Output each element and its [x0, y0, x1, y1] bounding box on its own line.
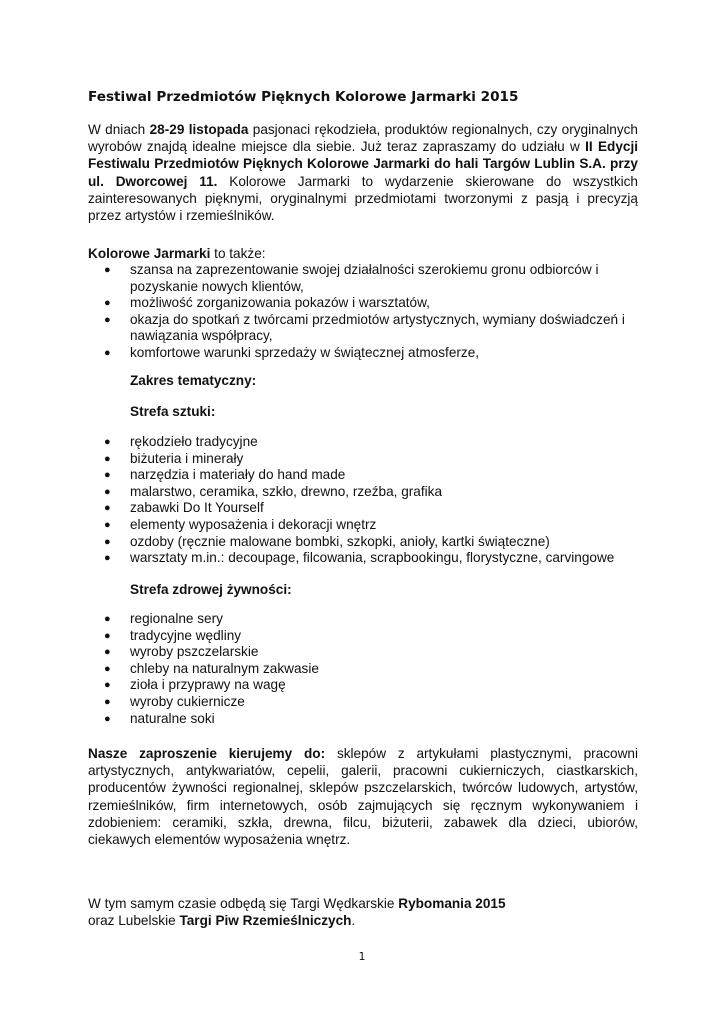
also-list [104, 262, 649, 362]
list-item-text: tradycyjne wędliny [130, 627, 242, 643]
list-item-text: komfortowe warunki sprzedaży w świątecznej atmosferze, [130, 344, 480, 360]
bullet-icon: ● [104, 518, 111, 531]
list-item-text: okazja do spotkań z twórcami przedmiotów artystycznych, wymiany doświadczeń i nawiązania współpracy, [130, 311, 625, 344]
food-zone-heading: Strefa zdrowej żywności: [130, 582, 292, 597]
list-item-text: rękodzieło tradycyjne [130, 434, 258, 449]
bullet-icon: ● [104, 469, 111, 482]
also-lead [88, 245, 638, 262]
bullet-icon: ● [104, 264, 111, 276]
events-rybomania: Rybomania 2015 [398, 896, 506, 911]
events-line-1 [88, 895, 648, 912]
list-item [104, 434, 649, 451]
events-text-3: . [351, 913, 356, 929]
list-item-text: malarstwo, ceramika, szkło, drewno, rzeźba, grafika [130, 483, 443, 499]
list-item-text: szansa na zaprezentowanie swojej działalności szerokiemu gronu odbiorców i pozyskanie nowych klientów, [130, 262, 599, 294]
events-beer-fair: Targi Piw Rzemieślniczych [179, 913, 352, 929]
bullet-icon: ● [104, 712, 111, 725]
bullet-icon: ● [104, 662, 111, 675]
list-item [104, 484, 649, 501]
page-number: 1 [358, 950, 366, 963]
list-item [104, 661, 649, 678]
list-item [104, 345, 649, 362]
bullet-icon: ● [104, 695, 111, 708]
invitation-text: sklepów z artykułami plastycznymi, pracowni artystycznych, antykwariatów, cepelii, galerii, pracowni cukierniczych, ciastkarskich, producentów żywności regionalnej, sklepów pszczelarskich, twórców ludowych, artystów, rzemieślników, firm internetowych, osób zajmujących się ręcznym wykonywaniem i zdobieniem: ceramiki, szkła, drewna, filcu, biżuterii, zabawek dla dzieci, ubiorów, ciekawych elementów wyposażenia wnętrz. [88, 746, 639, 848]
list-item-text: wyroby pszczelarskie [130, 644, 259, 660]
document-title: Festiwal Przedmiotów Pięknych Kolorowe Jarmarki 2015 [88, 89, 519, 105]
invitation-paragraph [88, 745, 638, 848]
bullet-icon: ● [104, 629, 111, 642]
intro-event-venue: II Edycji Festiwalu Przedmiotów Pięknych Kolorowe Jarmarki do hali Targów Lublin S.A. przy ul. Dworcowej 11. [88, 139, 639, 189]
list-item [104, 467, 649, 484]
list-item [104, 644, 649, 661]
list-item-text: warsztaty m.in.: decoupage, filcowania, scrapbookingu, florystyczne, carvingowe [130, 550, 615, 566]
list-item-text: możliwość zorganizowania pokazów i warsztatów, [130, 295, 430, 311]
bullet-icon: ● [104, 485, 111, 498]
bullet-icon: ● [104, 297, 111, 310]
list-item [104, 500, 649, 517]
list-item [104, 628, 649, 645]
bullet-icon: ● [104, 552, 111, 565]
list-item [104, 517, 649, 534]
intro-text-2: pasjonaci rękodzieła, produktów regionalnych, czy oryginalnych wyrobów znajdą idealne miejsce dla siebie. Już teraz zapraszamy do udziału w [88, 122, 638, 155]
bullet-icon: ● [104, 613, 111, 625]
bullet-icon: ● [104, 452, 111, 465]
bullet-icon: ● [104, 646, 111, 659]
intro-text-1: W dniach [88, 122, 150, 137]
food-zone-list [104, 611, 649, 727]
list-item [104, 534, 649, 551]
list-item-text: narzędzia i materiały do hand made [130, 467, 346, 483]
zakres-heading: Zakres tematyczny: [130, 373, 257, 388]
art-zone-heading: Strefa sztuki: [130, 404, 216, 419]
list-item [104, 451, 649, 468]
list-item [104, 295, 649, 312]
intro-paragraph [88, 121, 638, 224]
events-line-2 [88, 912, 648, 929]
list-item [104, 611, 649, 628]
list-item [104, 262, 649, 295]
bullet-icon: ● [104, 436, 111, 448]
list-item [104, 550, 649, 567]
also-lead-bold: Kolorowe Jarmarki [88, 246, 211, 261]
list-item [104, 711, 649, 728]
bullet-icon: ● [104, 502, 111, 515]
bullet-icon: ● [104, 346, 111, 359]
intro-text-3: Kolorowe Jarmarki to wydarzenie skierowane do wszystkich zainteresowanych pięknymi, oryginalnymi przedmiotami tworzonymi z pasją i precyzją przez artystów i rzemieślników. [88, 173, 638, 224]
concurrent-events-paragraph [88, 895, 648, 929]
list-item-text: biżuteria i minerały [130, 450, 244, 466]
art-zone-list [104, 434, 649, 567]
bullet-icon: ● [104, 313, 111, 326]
list-item-text: zioła i przyprawy na wagę [130, 677, 286, 693]
list-item-text: wyroby cukiernicze [130, 693, 245, 709]
events-text-1: W tym samym czasie odbędą się Targi Wędkarskie [88, 896, 399, 911]
list-item-text: ozdoby (ręcznie malowane bombki, szkopki, anioły, kartki świąteczne) [130, 533, 550, 549]
list-item-text: regionalne sery [130, 611, 223, 626]
bullet-icon: ● [104, 679, 111, 692]
intro-date: 28-29 listopada [149, 122, 249, 137]
list-item-text: elementy wyposażenia i dekoracji wnętrz [130, 516, 377, 532]
list-item [104, 694, 649, 711]
also-lead-text: to także: [210, 246, 266, 261]
list-item-text: chleby na naturalnym zakwasie [130, 660, 319, 676]
bullet-icon: ● [104, 535, 111, 548]
list-item-text: naturalne soki [130, 710, 215, 726]
list-item [104, 677, 649, 694]
list-item [104, 312, 649, 345]
events-text-2: oraz Lubelskie [88, 913, 180, 929]
invitation-lead: Nasze zaproszenie kierujemy do: [88, 746, 326, 761]
list-item-text: zabawki Do It Yourself [130, 500, 264, 516]
